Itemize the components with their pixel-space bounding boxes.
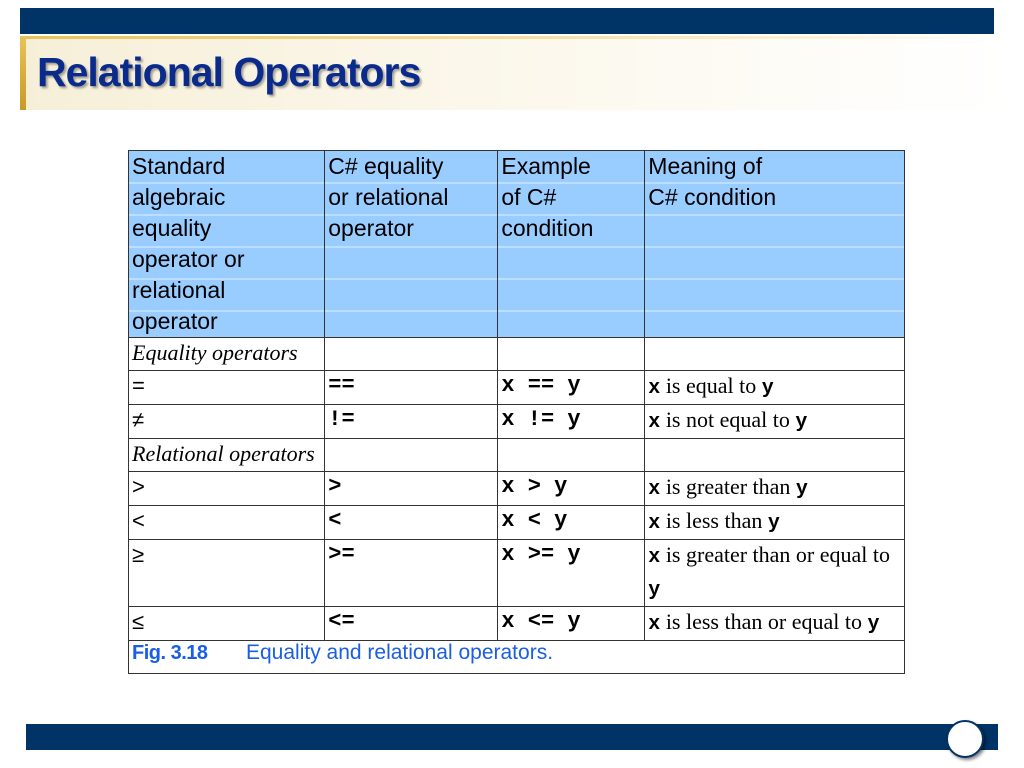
condition-meaning: x is less than or equal to y	[645, 607, 905, 641]
example-condition: x <= y	[498, 607, 645, 641]
figure-caption-text: Equality and relational operators.	[246, 641, 554, 664]
table-header-row	[129, 151, 905, 338]
condition-meaning: x is less than y	[645, 506, 905, 540]
example-condition: x == y	[498, 371, 645, 405]
example-condition: x >= y	[498, 540, 645, 607]
corner-circle-icon	[946, 720, 984, 758]
condition-meaning: x is greater than or equal to y	[645, 540, 905, 607]
csharp-operator: >	[325, 472, 498, 506]
table-row	[129, 405, 905, 439]
csharp-operator: <=	[325, 607, 498, 641]
title-accent-edge	[20, 36, 26, 110]
top-banner-bar	[20, 8, 994, 34]
algebraic-symbol: ≠	[129, 405, 325, 439]
title-accent-line	[20, 36, 1010, 39]
bottom-banner-bar	[26, 724, 998, 750]
figure-caption	[129, 641, 905, 674]
operators-table	[128, 150, 905, 674]
header-algebraic-operator: Standard algebraic equality operator or relational operator	[129, 151, 325, 338]
example-condition: x != y	[498, 405, 645, 439]
algebraic-symbol: >	[129, 472, 325, 506]
table-row	[129, 371, 905, 405]
csharp-operator: >=	[325, 540, 498, 607]
algebraic-symbol: ≤	[129, 607, 325, 641]
header-csharp-operator: C# equality or relational operator	[325, 151, 498, 338]
table-row	[129, 607, 905, 641]
condition-meaning: x is greater than y	[645, 472, 905, 506]
table-row	[129, 472, 905, 506]
section-label: Equality operators	[129, 338, 325, 371]
slide-title: Relational Operators	[37, 49, 421, 95]
condition-meaning: x is not equal to y	[645, 405, 905, 439]
csharp-operator: ==	[325, 371, 498, 405]
csharp-operator: !=	[325, 405, 498, 439]
figure-caption-row	[129, 641, 905, 674]
condition-meaning: x is equal to y	[645, 371, 905, 405]
table-row	[129, 506, 905, 540]
table-row	[129, 540, 905, 607]
algebraic-symbol: ≥	[129, 540, 325, 607]
example-condition: x < y	[498, 506, 645, 540]
algebraic-symbol: <	[129, 506, 325, 540]
section-label: Relational operators	[129, 439, 325, 472]
section-row-equality	[129, 338, 905, 371]
header-example-condition: Example of C# condition	[498, 151, 645, 338]
csharp-operator: <	[325, 506, 498, 540]
figure-number: Fig. 3.18	[132, 642, 208, 664]
section-row-relational	[129, 439, 905, 472]
example-condition: x > y	[498, 472, 645, 506]
header-meaning: Meaning of C# condition	[645, 151, 905, 338]
algebraic-symbol: =	[129, 371, 325, 405]
